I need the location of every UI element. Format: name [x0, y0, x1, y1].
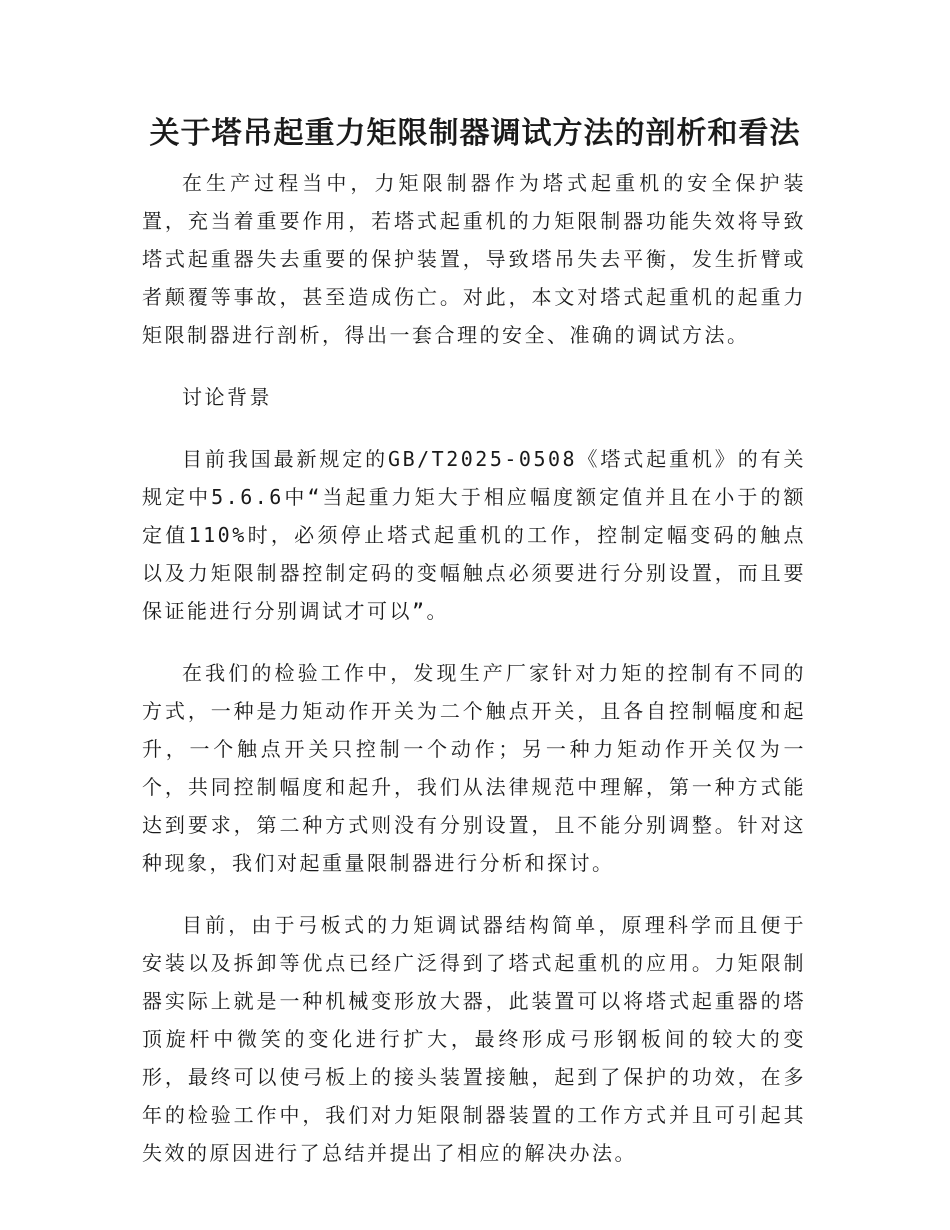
section-heading-background: 讨论背景: [182, 385, 272, 409]
paragraph-intro: 在生产过程当中，力矩限制器作为塔式起重机的安全保护装置，充当着重要作用，若塔式起重机的力矩限制器功能失效将导致塔式起重器失去重要的保护装置，导致塔吊失去平衡，发生折臂或者颠覆等事故，甚至造成伤亡。对此，本文对塔式起重机的起重力矩限制器进行剖析，得出一套合理的安全、准确的调试方法。: [142, 171, 806, 347]
document-title: 关于塔吊起重力矩限制器调试方法的剖析和看法: [149, 116, 801, 151]
paragraph-bow-plate: 目前，由于弓板式的力矩调试器结构简单，原理科学而且便于安装以及拆卸等优点已经广泛得到了塔式起重机的应用。力矩限制器实际上就是一种机械变形放大器，此装置可以将塔式起重器的塔顶旋杆中微笑的变化进行扩大，最终形成弓形钢板间的较大的变形，最终可以使弓板上的接头装置接触，起到了保护的功效，在多年的检验工作中，我们对力矩限制器装置的工作方式并且可引起其失效的原因进行了总结并提出了相应的解决办法。: [142, 913, 806, 1165]
paragraph-standard: 目前我国最新规定的GB/T2025-0508《塔式起重机》的有关规定中5.6.6中“当起重力矩大于相应幅度额定值并且在小于的额定值110%时，必须停止塔式起重机的工作，控制定幅变码的触点以及力矩限制器控制定码的变幅触点必须要进行分别设置，而且要保证能进行分别调试才可以”。: [142, 447, 806, 623]
paragraph-inspection: 在我们的检验工作中，发现生产厂家针对力矩的控制有不同的方式，一种是力矩动作开关为二个触点开关，且各自控制幅度和起升，一个触点开关只控制一个动作；另一种力矩动作开关仅为一个，共同控制幅度和起升，我们从法律规范中理解，第一种方式能达到要求，第二种方式则没有分别设置，且不能分别调整。针对这种现象，我们对起重量限制器进行分析和探讨。: [142, 661, 806, 875]
document-body: [142, 164, 806, 1196]
